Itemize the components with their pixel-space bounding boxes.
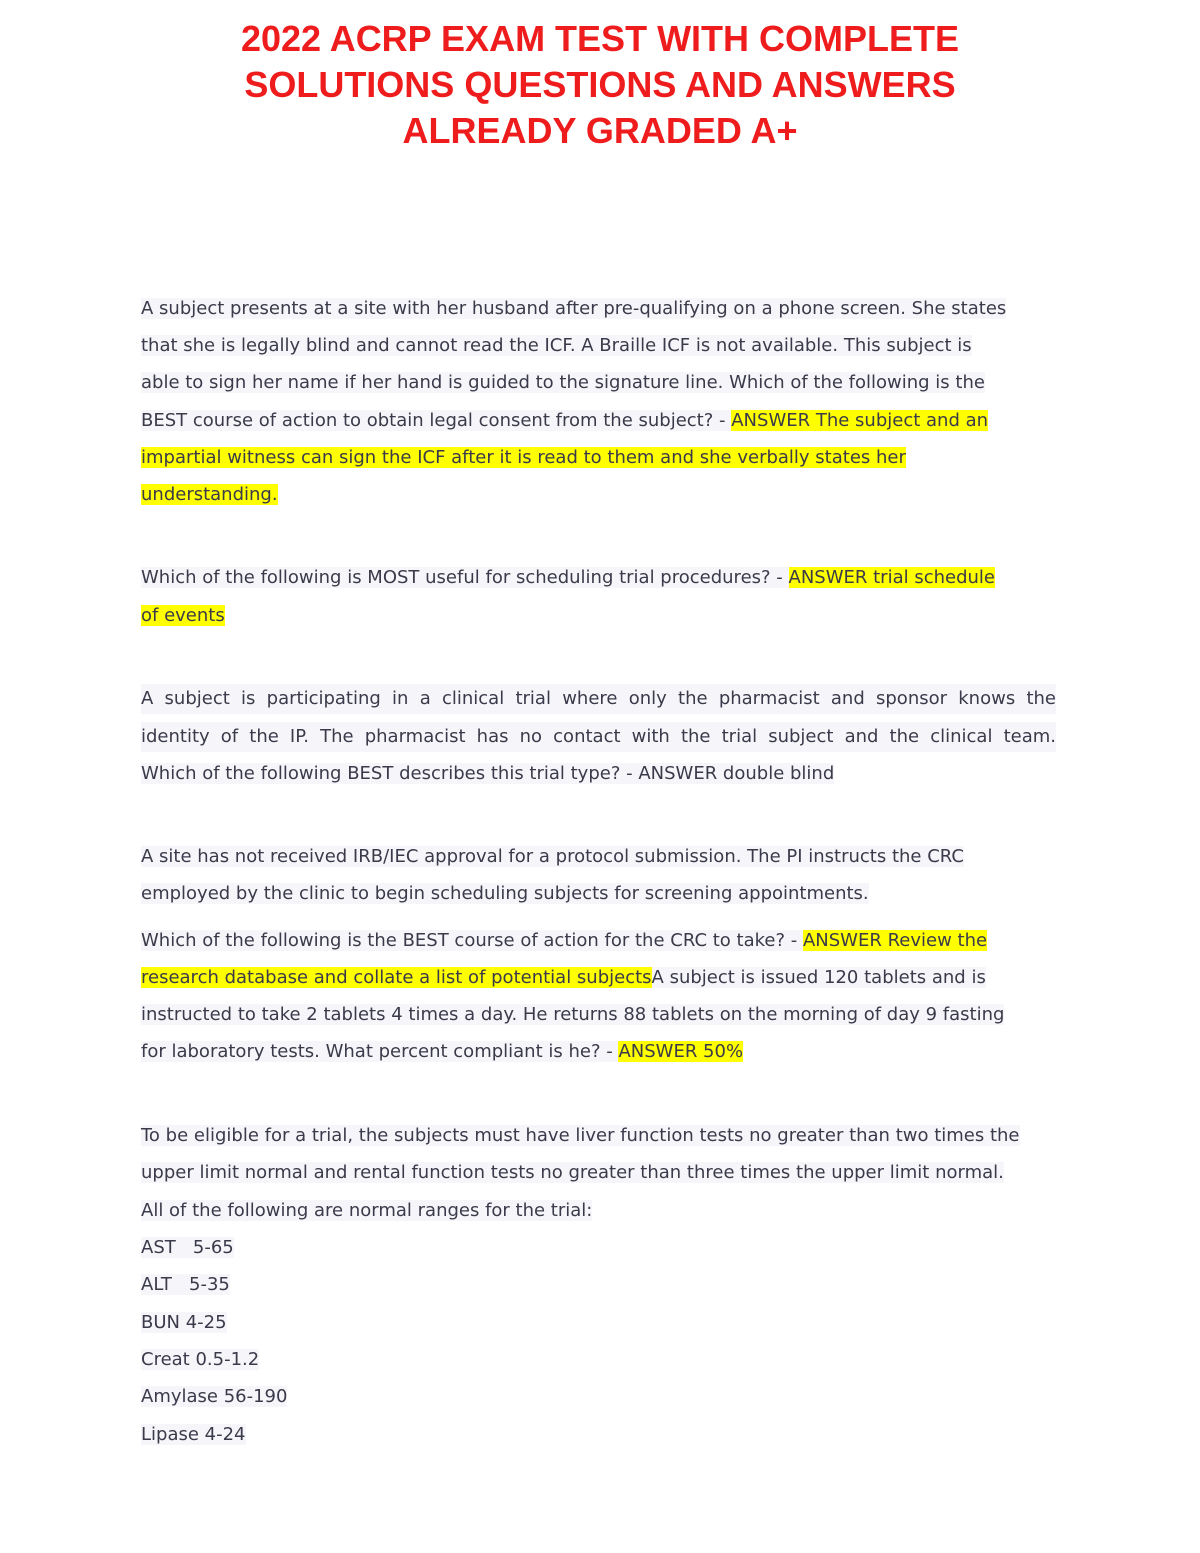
text-line xyxy=(141,601,225,631)
normal-range-item: Lipase 4-24 xyxy=(141,1424,246,1445)
text-line xyxy=(141,368,985,398)
text-line xyxy=(141,759,834,789)
answer-highlight: impartial witness can sign the ICF after it is read to them and she verbally states her xyxy=(141,447,906,468)
text-line xyxy=(141,563,995,593)
answer-highlight: ANSWER Review the xyxy=(802,930,988,951)
text-line xyxy=(141,1037,743,1067)
text-line xyxy=(141,1158,1004,1188)
question-text: that she is legally blind and cannot read the ICF. A Braille ICF is not available. This subject is xyxy=(141,335,972,356)
text-line xyxy=(141,1196,592,1226)
normal-range-item: BUN 4-25 xyxy=(141,1312,227,1333)
text-line xyxy=(141,331,972,361)
normal-range-item: Creat 0.5-1.2 xyxy=(141,1349,260,1370)
question-text: A subject presents at a site with her husband after pre-qualifying on a phone screen. She states xyxy=(141,298,1007,319)
range-line xyxy=(141,1308,227,1338)
question-text: instructed to take 2 tablets 4 times a day. He returns 88 tablets on the morning of day 9 fasting xyxy=(141,1004,1005,1025)
title-line: 2022 ACRP EXAM TEST WITH COMPLETE xyxy=(240,18,960,59)
answer-highlight: research database and collate a list of potential subjects xyxy=(141,967,652,988)
text-line xyxy=(141,480,278,510)
answer-highlight: ANSWER 50% xyxy=(618,1041,744,1062)
range-line xyxy=(141,1382,287,1412)
question-text: All of the following are normal ranges for the trial: xyxy=(141,1200,593,1221)
question-text: A subject is participating in a clinical trial where only the pharmacist and sponsor knows the xyxy=(141,684,1056,714)
title-line: SOLUTIONS QUESTIONS AND ANSWERS xyxy=(244,64,956,105)
document-title xyxy=(100,16,1100,154)
question-text: upper limit normal and rental function tests no greater than three times the upper limit normal. xyxy=(141,1162,1004,1183)
range-line xyxy=(141,1270,230,1300)
question-text: A site has not received IRB/IEC approval for a protocol submission. The PI instructs the CRC xyxy=(141,846,964,867)
normal-range-item: AST 5-65 xyxy=(141,1237,234,1258)
normal-range-item: ALT 5-35 xyxy=(141,1274,230,1295)
question-text: employed by the clinic to begin scheduling subjects for screening appointments. xyxy=(141,883,869,904)
range-line xyxy=(141,1420,246,1450)
question-text: able to sign her name if her hand is guided to the signature line. Which of the following is the xyxy=(141,372,985,393)
text-line xyxy=(141,294,1006,324)
question-text: To be eligible for a trial, the subjects must have liver function tests no greater than two times the xyxy=(141,1125,1020,1146)
question-text: BEST course of action to obtain legal consent from the subject? - xyxy=(141,410,732,431)
text-line xyxy=(141,722,1056,752)
answer-highlight: of events xyxy=(141,605,225,626)
range-line xyxy=(141,1233,234,1263)
question-text: Which of the following is the BEST course of action for the CRC to take? - xyxy=(141,930,803,951)
range-line xyxy=(141,1345,259,1375)
text-line xyxy=(141,879,869,909)
text-line xyxy=(141,406,988,436)
text-line xyxy=(141,963,986,993)
normal-range-item: Amylase 56-190 xyxy=(141,1386,288,1407)
text-line xyxy=(141,443,906,473)
question-text: identity of the IP. The pharmacist has no contact with the trial subject and the clinical team. xyxy=(141,722,1056,752)
text-line xyxy=(141,842,964,872)
text-line xyxy=(141,926,987,956)
text-line xyxy=(141,1121,1020,1151)
text-line xyxy=(141,1000,1004,1030)
title-line: ALREADY GRADED A+ xyxy=(402,110,798,151)
text-line xyxy=(141,684,1056,714)
answer-highlight: understanding. xyxy=(141,484,278,505)
question-text: A subject is issued 120 tablets and is xyxy=(651,967,986,988)
question-text: Which of the following is MOST useful for scheduling trial procedures? - xyxy=(141,567,789,588)
answer-highlight: ANSWER trial schedule xyxy=(788,567,995,588)
answer-highlight: ANSWER The subject and an xyxy=(731,410,989,431)
question-text: for laboratory tests. What percent compliant is he? - xyxy=(141,1041,619,1062)
question-text: Which of the following BEST describes this trial type? - ANSWER double blind xyxy=(141,763,835,784)
